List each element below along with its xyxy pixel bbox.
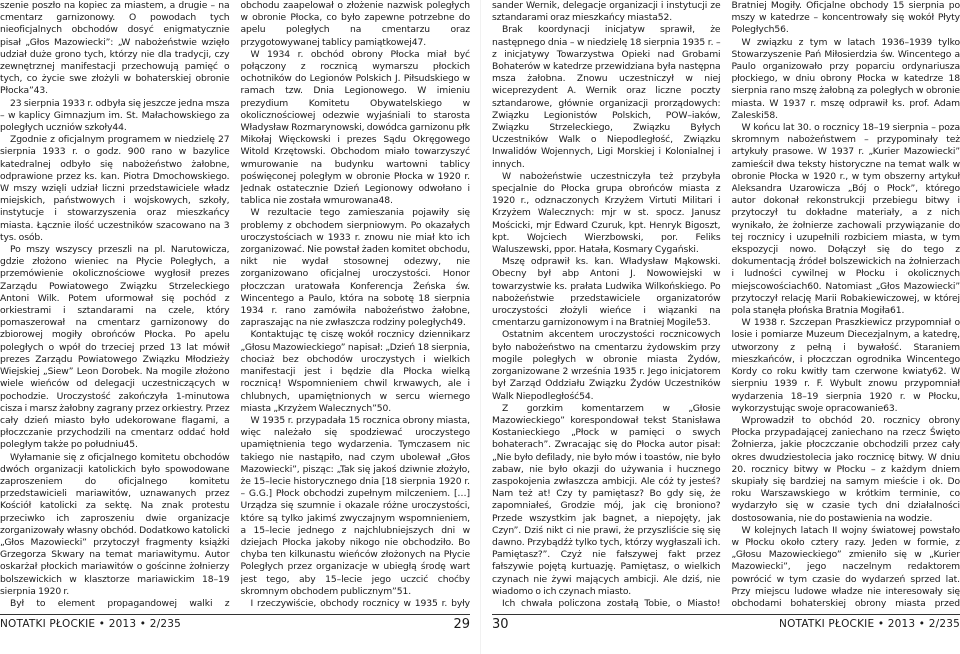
paragraph: Był to element propagandowej walki z xyxy=(10,597,230,609)
paragraph: Ostatnim akcentem uroczystości rocznicowych było nabożeństwo na cmentarzu żydowskim przy mogile poległych w obronie miasta Żydów, zorganizowane 2 września 1935 r. Jego inicjatorem był Zarząd Oddziału Związku Żydów Uczestników Walk Niepodległość54. xyxy=(492,329,721,402)
right-page xyxy=(492,0,960,654)
paragraph: W rezultacie tego zamieszania pojawiły się problemy z obchodem sierpniowym. Po okazałych uroczystościach w 1933 r. znowu nie miał kto ich zorganizować. Nie powstał żaden komitet obchodu, nikt nie wydał stosownej odezwy, nie zorganizowano oficjalnej uroczystości. Honor płoczczan uratowała Konferencja Żeńska św. Wincentego a Paulo, która na sobotę 18 sierpnia 1934 r. rano zamówiła nabożeństwo żałobne, zapraszając na nie zwłaszcza rodziny poległych49. xyxy=(240,207,470,329)
paragraph: Brak koordynacji inicjatyw sprawił, że następnego dnia – w niedzielę 18 sierpnia 1935 r. – z inicjatywy Towarzystwa Opieki nad Grobami Bohaterów w katedrze przewidziana była następna msza żałobna. Znowu uczestniczył w niej wiceprezydent A. Wernik oraz liczne poczty sztandarowe, głównie organizacji prorządowych: Związku Legionistów Polskich, POW–iaków, Związku Strzeleckiego, Związku Byłych Uczestników Walk o Niepodległość, Związku Inwalidów Wojennych, Ligi Morskiej i Kolonialnej i innych. xyxy=(492,24,721,170)
paragraph: W 1935 r. przypadała 15 rocznica obrony miasta, więc należało się spodziewać uroczystego upamiętnienia tego wydarzenia. Tymczasem nic takiego nie nastąpiło, nad czym ubolewał „Głos Mazowiecki”, pisząc: „Tak się jakoś dziwnie złożyło, że 15–lecie historycznego dnia [18 sierpnia 1920 r. – G.G.] Płock obchodzi zupełnym milczeniem. […] Urządza się szumnie i okazale różne uroczystości, które są tylko jakimś zwyczajnym wspomnieniem, a 15–lecie jednego z najchlubniejszych dni w dziejach Płocka jakoby nikogo nie obchodziło. Bo chyba ten kilkunastu wieńców złożonych na Płycie Poległych przez organizacje w ubiegłą środę wart jest tego, aby 15–lecie jego uczcić choćby skromnym obchodem publicznym”51. xyxy=(240,414,470,597)
paragraph: Z gorzkim komentarzem w „Głosie Mazowieckiego” korespondował tekst Stanisława Kostanieckiego „Płock w pamięci o swych bohaterach”. Zwracając się do Płocka autor pisał: „Nie było defilady, nie było mów i toastów, nie było zabaw, nie było okazji do używania i hucznego zaspokojenia zwłaszcza ambicji. Ale cóż ty jesteś? Nam też at! Czy ty pamiętasz? Bo gdy się, że zapomniałeś, Grodzie mój, jak cię broniono? Przede wszystkim jak bagnet, a niepojęty, jak Czyn”. Dziś nikt ci nie prawi, że przyszliście się się dawno. Przybądźż tylko tych, którzy wygłaszali ich. Pamiętasz?”. Czyż nie fałszywej fakt przez fałszywie pojętą kurtuazję. Pamiętasz, o wielkich czynach nie żywi mających ambicji. Ale dziś, nie wiadomo o ich czynach miasto. xyxy=(492,402,721,597)
paragraph: Po mszy wszyscy przeszli na pl. Narutowicza, gdzie złożono wieniec na Płycie Poległych, a przemówienie okolicznościowe wygłosił prezes Zarządu Powiatowego Związku Strzeleckiego Antoni Wilk. Potem uformował się pochód z orkiestrami i sztandarami na czele, który pomaszerował na cmentarz garnizonowy do zbiorowej mogiły obrońców Płocka. Po apelu poległych o wpół do trzeciej przed 13 lat mówił prezes Zarządu Powiatowego Związku Młodzieży Wiejskiej „Siew” Leon Dorobek. Na mogile złożono wiele wieńców od delegacji uczestniczących w pochodzie. Uroczystość zakończyła 1-minutowa cisza i marsz żałobny zagrany przez orkiestry. Przez cały dzień miasto było udekorowane flagami, a płoczczanie przychodzili na cmentarz oddać hołd poległym także po południu45. xyxy=(0,244,230,451)
paragraph: Wyłamanie się z oficjalnego komitetu obchodów dwóch organizacji katolickich było spowodowane zaproszeniem do oficjalnego komitetu przedstawicieli mariawitów, uznawanych przez Kościół katolicki za sektę. Na znak protestu przeciwko ich zaproszeniu dwie organizacje zorganizowały własny obchód. Dodatkowo katolicki „Głos Mazowiecki” przytoczył fragmenty książki Grzegorza Skwary na temat mariawitymu. Autor oskarżał płockich mariawitów o gościnne żołnierzy bolszewickich w klasztorze mariawickim 18–19 sierpnia 1920 r. xyxy=(0,451,230,597)
left-page-column-1 xyxy=(0,0,230,610)
paragraph: 23 sierpnia 1933 r. odbyła się jeszcze jedna msza – w kaplicy Gimnazjum im. St. Małachowskiego za poległych uczniów szkoły44. xyxy=(0,97,230,134)
paragraph: Kontaktując tę ciszę wokół rocznicy dziennikarz „Głosu Mazowieckiego” napisał: „Dzień 18 sierpnia, chociaż bez obchodów uroczystych i wielkich manifestacji jest i będzie dla Płocka wielką rocznicą! Wspomnieniem chwil krwawych, ale i chlubnych, upamiętnionych w sercu wiernego miasta „Krzyżem Walecznych”50. xyxy=(240,329,470,414)
right-page-columns xyxy=(492,0,960,610)
journal-issue-label: NOTATKI PŁOCKIE • 2013 • 2/235 xyxy=(779,618,960,630)
right-page-column-1 xyxy=(492,0,721,610)
paragraph: W 1934 r. obchód obrony Płocka miał być połączony z rocznicą wymarszu płockich ochotników do Legionów Polskich J. Piłsudskiego w ramach tzw. Dnia Legionowego. W imieniu prezydium Komitetu Obywatelskiego w okolicznościowej odezwie wyjaśniali to starosta Władysław Rozmarynowski, dowódca garnizonu płk Mikołaj Więckowski i prezes Sądu Okręgowego Witold Krzętowski. Obchodom miało towarzyszyć wmurowanie na budynku wartowni tablicy poświęconej poległym w obronie Płocka w 1920 r. Jednak ostatecznie Dzień Legionowy odwołano i tablica nie została wmurowana48. xyxy=(240,48,470,207)
paragraph: Zgodnie z oficjalnym programem w niedzielę 27 sierpnia 1933 r. o godz. 900 rano w bazylice katedralnej odbyło się nabożeństwo żałobne, odprawione przez ks. kan. Piotra Dmochowskiego. W mszy wzięli udział liczni przedstawiciele władz miejskich, państwowych i wojskowych, szkoły, instytucje i stowarzyszenia oraz mieszkańcy miasta. Łącznie ilość uczestników szacowano na 3 tys. osób. xyxy=(0,134,230,243)
page-number: 30 xyxy=(492,617,509,632)
left-page-column-2 xyxy=(241,0,471,610)
paragraph: Ich chwała policzona zostałą Tobie, o Miasto! xyxy=(502,597,721,609)
paragraph: W związku z tym w latach 1936–1939 tylko Stowarzyszenie Pań Miłosierdzia św. Wincentego a Paulo organizowało przy poparciu ordynariusza płockiego, w dniu obrony Płocka w katedrze 18 sierpnia rano mszę żałobną za poległych w obronie miasta. W 1937 r. mszę odprawił ks. prof. Adam Zaleski58. xyxy=(731,36,960,121)
page-number: 29 xyxy=(453,617,470,632)
paragraph: Mszę odprawił ks. kan. Władysław Mąkowski. Obecny był abp Antoni J. Nowowiejski w towarzystwie ks. prałata Ludwika Wilkońskiego. Po nabożeństwie przedstawiciele organizatorów uroczystości złożyli wieńce i wiązanki na cmentarzu garnizonowym i na Bratniej Mogile53. xyxy=(492,256,721,329)
page-gutter xyxy=(480,0,481,654)
paragraph: szenie poszło na kopiec za miastem, a drugie – na cmentarz garnizonowy. O powodach tych nieoficjalnych obchodów dosyć enigmatycznie pisał „Głos Mazowiecki”: „W nabożeństwie wzięło udział duże grono tych, którzy nie dla tradycji, czy zewnętrznej manifestacji przechowują pamięć o tych, co życie swe złożyli w bohaterskiej obronie Płocka”43. xyxy=(0,0,230,97)
paragraph: W nabożeństwie uczestniczyła też przybyła specjalnie do Płocka grupa obrońców miasta z 1920 r., odznaczonych Krzyżem Virtuti Militari i Krzyżem Walecznych: mjr w st. spocz. Janusz Mościcki, mjr Edward Czuruk, kpt. Henryk Bigoszt, kpt. Wojciech Wierzbowski, por. Feliks Waluszewski, ppor. Hatała, Kosmary Cygański. xyxy=(492,170,721,256)
left-page xyxy=(0,0,470,654)
right-page-footer xyxy=(492,614,960,641)
paragraph: I rzeczywiście, obchody rocznicy w 1935 r. były xyxy=(250,597,470,609)
right-page-column-2 xyxy=(732,0,960,610)
journal-issue-label: NOTATKI PŁOCKIE • 2013 • 2/235 xyxy=(0,618,181,630)
paragraph: obchodu zaapelował o złożenie nazwisk poległych w obronie Płocka, co było zapewne potrzebne do apelu poległych na cmentarzu oraz przygotowywanej tablicy pamiątkowej47. xyxy=(240,0,470,48)
paragraph: W końcu lat 30. o rocznicy 18–19 sierpnia – poza skromnym nabożeństwem – przypominały też artykuły prasowe. W 1937 r. „Kurier Mazowiecki” zamieścił dwa teksty historyczne na temat walk w obronie Płocka w 1920 r., w tym obszerny artykuł Aleksandra Uzarowicza „Bój o Płock”, którego autor dokonał rekonstrukcji przebiegu bitwy i przytoczył tu dokładne materiały, a z nich wynikało, że żołnierze zachowali przywiązanie do tej rocznicy i uzupełnili rozbiciem miasta, w tym ekspozycji nowo. Dołączył się do tego z dokumentacją źródeł bolszewickich na żołnierzach i ludności cywilnej w Płocku i okolicznych miejscowościach60. Natomiast „Głos Mazowiecki” przytoczył relację Marii Robakiewiczowej, w której pola stanęła płońska Bratnia Mogiła61. xyxy=(731,122,960,317)
left-page-footer xyxy=(0,614,470,641)
paragraph: sander Wernik, delegacje organizacji i instytucji ze sztandarami oraz mieszkańcy miasta52. xyxy=(492,0,721,24)
paragraph: W 1938 r. Szczepan Praszkiewicz przypomniał o losie i pomiarze Muzeum Diecezjalnym, a katedrę, utworzony z pełną i bywałość. Staraniem mieszkańców, i płoczczan ogrodnika Wincentego Kordy co roku kwitły tam czerwone kwiaty62. W sierpniu 1939 r. F. Wybult znowu przypomniał wydarzenia 18–19 sierpnia 1920 r. w Płocku, wykorzystując swoje opracowanie63. xyxy=(731,317,960,414)
paragraph: Bratniej Mogiły. Oficjalne obchody 15 sierpnia po mszy w katedrze – koncentrowały się wokół Płyty Poległych56. xyxy=(731,0,960,36)
paragraph: Wprowadził to obchód 20. rocznicy obrony Płocka przypadającej zaniechano na rzecz Święto Żołnierza, jakie płoczczanie obchodzili przez cały okres dwudziestolecia jako rocznicę bitwy. W dniu 20. rocznicy bitwy w Płocku – z każdym dniem skupiały się bardziej na samym mieście i ok. Do roku Warszawskiego w krótkim terminie, co wydarzyło się w czasie tych dni działalności dostosowania, nie do postawienia na wodzie. xyxy=(731,414,960,524)
paragraph: W kolejnych latach II wojny światowej powstało w Płocku około cztery razy. Jeden w formie, z „Głosu Mazowieckiego” zmieniło się w „Kurier Mazowiecki”, jego naczelnym redaktorem powrócić w tym czasie do wydarzeń sprzed lat. Przy miejscu ludowe władze nie interesowały się obchodami bohaterskiej obrony miasta przed xyxy=(731,524,960,609)
left-page-columns xyxy=(0,0,470,610)
